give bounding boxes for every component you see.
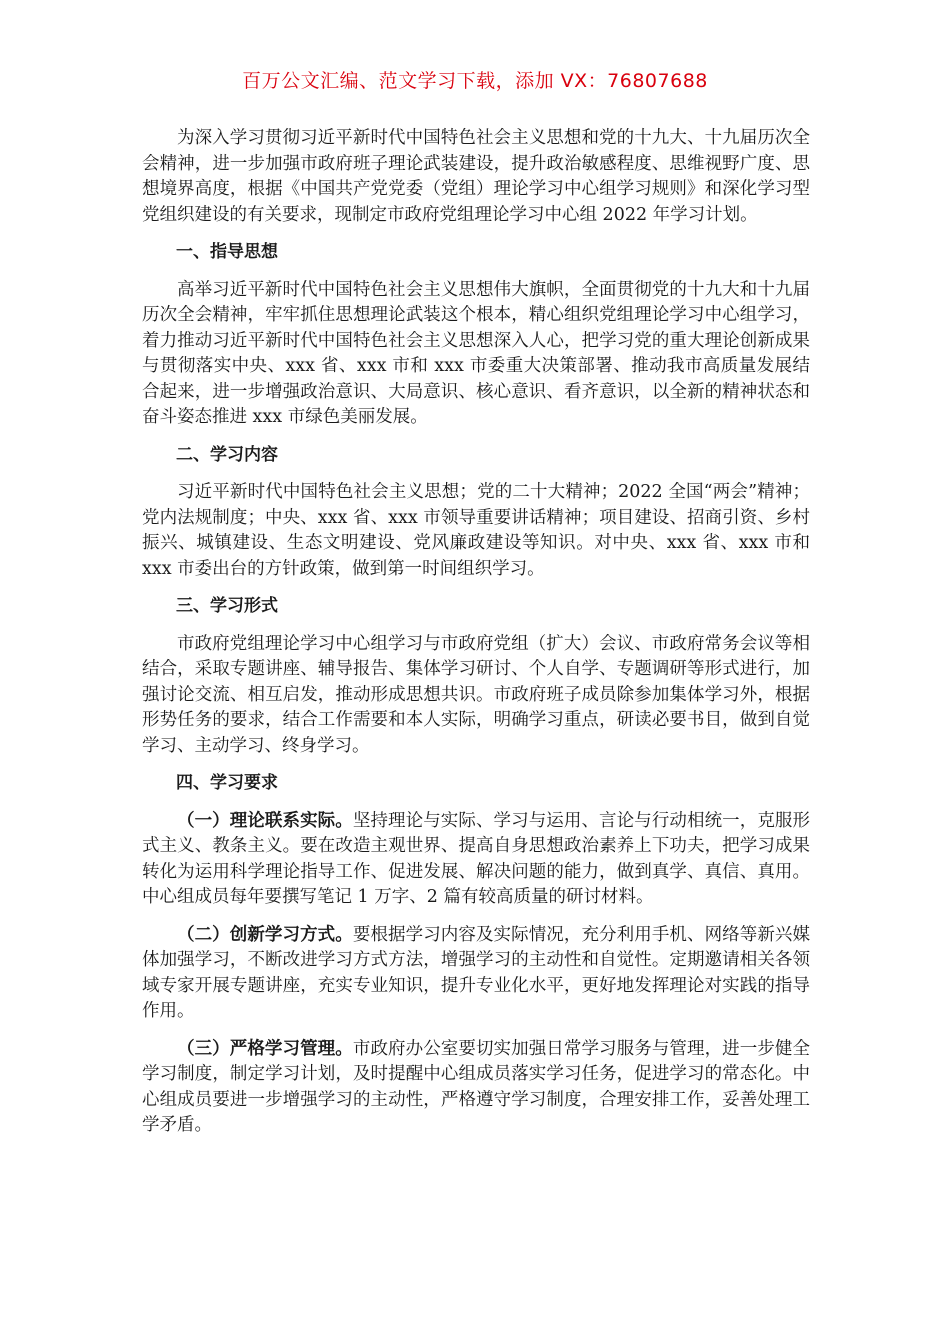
requirement-lead: （三）严格学习管理。 xyxy=(177,1038,353,1059)
section-heading-study-content: 二、学习内容 xyxy=(176,444,278,465)
requirement-item xyxy=(142,809,810,911)
requirement-body: 坚持理论与实际、学习与运用、言论与行动相统一，克服形式主义、教条主义。要在改造主观世界、提高自身思想政治素养上下功夫，把学习成果转化为运用科学理论指导工作、促进发展、解决问题的能力，做到真学、真信、真用。中心组成员每年要撰写笔记 1 万字、2 篇有较高质量的研讨材料。 xyxy=(142,810,811,907)
requirement-body: 市政府办公室要切实加强日常学习服务与管理，进一步健全学习制度，制定学习计划，及时提醒中心组成员落实学习任务，促进学习的常态化。中心组成员要进一步增强学习的主动性，严格遵守学习制度，合理安排工作，妥善处理工学矛盾。 xyxy=(142,1038,811,1135)
requirement-lead: （一）理论联系实际。 xyxy=(177,810,353,831)
requirement-item xyxy=(142,923,810,1025)
section-body-study-format: 市政府党组理论学习中心组学习与市政府党组（扩大）会议、市政府常务会议等相结合，采取专题讲座、辅导报告、集体学习研讨、个人自学、专题调研等形式进行，加强讨论交流、相互启发，推动形成思想共识。市政府班子成员除参加集体学习外，根据形势任务的要求，结合工作需要和本人实际，明确学习重点，研读必要书目，做到自觉学习、主动学习、终身学习。 xyxy=(142,633,810,756)
document-body xyxy=(142,126,810,1151)
section-body-guiding-ideology: 高举习近平新时代中国特色社会主义思想伟大旗帜，全面贯彻党的十九大和十九届历次全会精神，牢牢抓住思想理论武装这个根本，精心组织党组理论学习中心组学习，着力推动习近平新时代中国特色社会主义思想深入人心，把学习党的重大理论创新成果与贯彻落实中央、xxx 省、xxx 市和 xxx 市委重大决策部署、推动我市高质量发展结合起来，进一步增强政治意识、大局意识、核心意识、看齐意识，以全新的精神状态和奋斗姿态推进 xxx 市绿色美丽发展。 xyxy=(142,279,810,427)
intro-paragraph: 为深入学习贯彻习近平新时代中国特色社会主义思想和党的十九大、十九届历次全会精神，进一步加强市政府班子理论武装建设，提升政治敏感程度、思维视野广度、思想境界高度，根据《中国共产党党委（党组）理论学习中心组学习规则》和深化学习型党组织建设的有关要求，现制定市政府党组理论学习中心组 2022 年学习计划。 xyxy=(142,128,810,225)
section-heading-guiding-ideology: 一、指导思想 xyxy=(176,242,278,262)
watermark-header: 百万公文汇编、范文学习下载，添加 VX：76807688 xyxy=(242,70,708,92)
requirement-item xyxy=(142,1037,810,1139)
requirement-body: 要根据学习内容及实际情况，充分利用手机、网络等新兴媒体加强学习，不断改进学习方式方法，增强学习的主动性和自觉性。定期邀请相关各领域专家开展专题讲座，充实专业知识，提升专业化水平，更好地发挥理论对实践的指导作用。 xyxy=(142,924,811,1021)
section-heading-study-requirements: 四、学习要求 xyxy=(176,773,278,793)
section-body-study-content: 习近平新时代中国特色社会主义思想；党的二十大精神；2022 全国“两会”精神；党内法规制度；中央、xxx 省、xxx 市领导重要讲话精神；项目建设、招商引资、乡村振兴、城镇建设、生态文明建设、党风廉政建设等知识。对中央、xxx 省、xxx 市和 xxx 市委出台的方针政策，做到第一时间组织学习。 xyxy=(142,482,810,579)
requirement-lead: （二）创新学习方式。 xyxy=(177,924,353,945)
section-heading-study-format: 三、学习形式 xyxy=(176,596,278,616)
